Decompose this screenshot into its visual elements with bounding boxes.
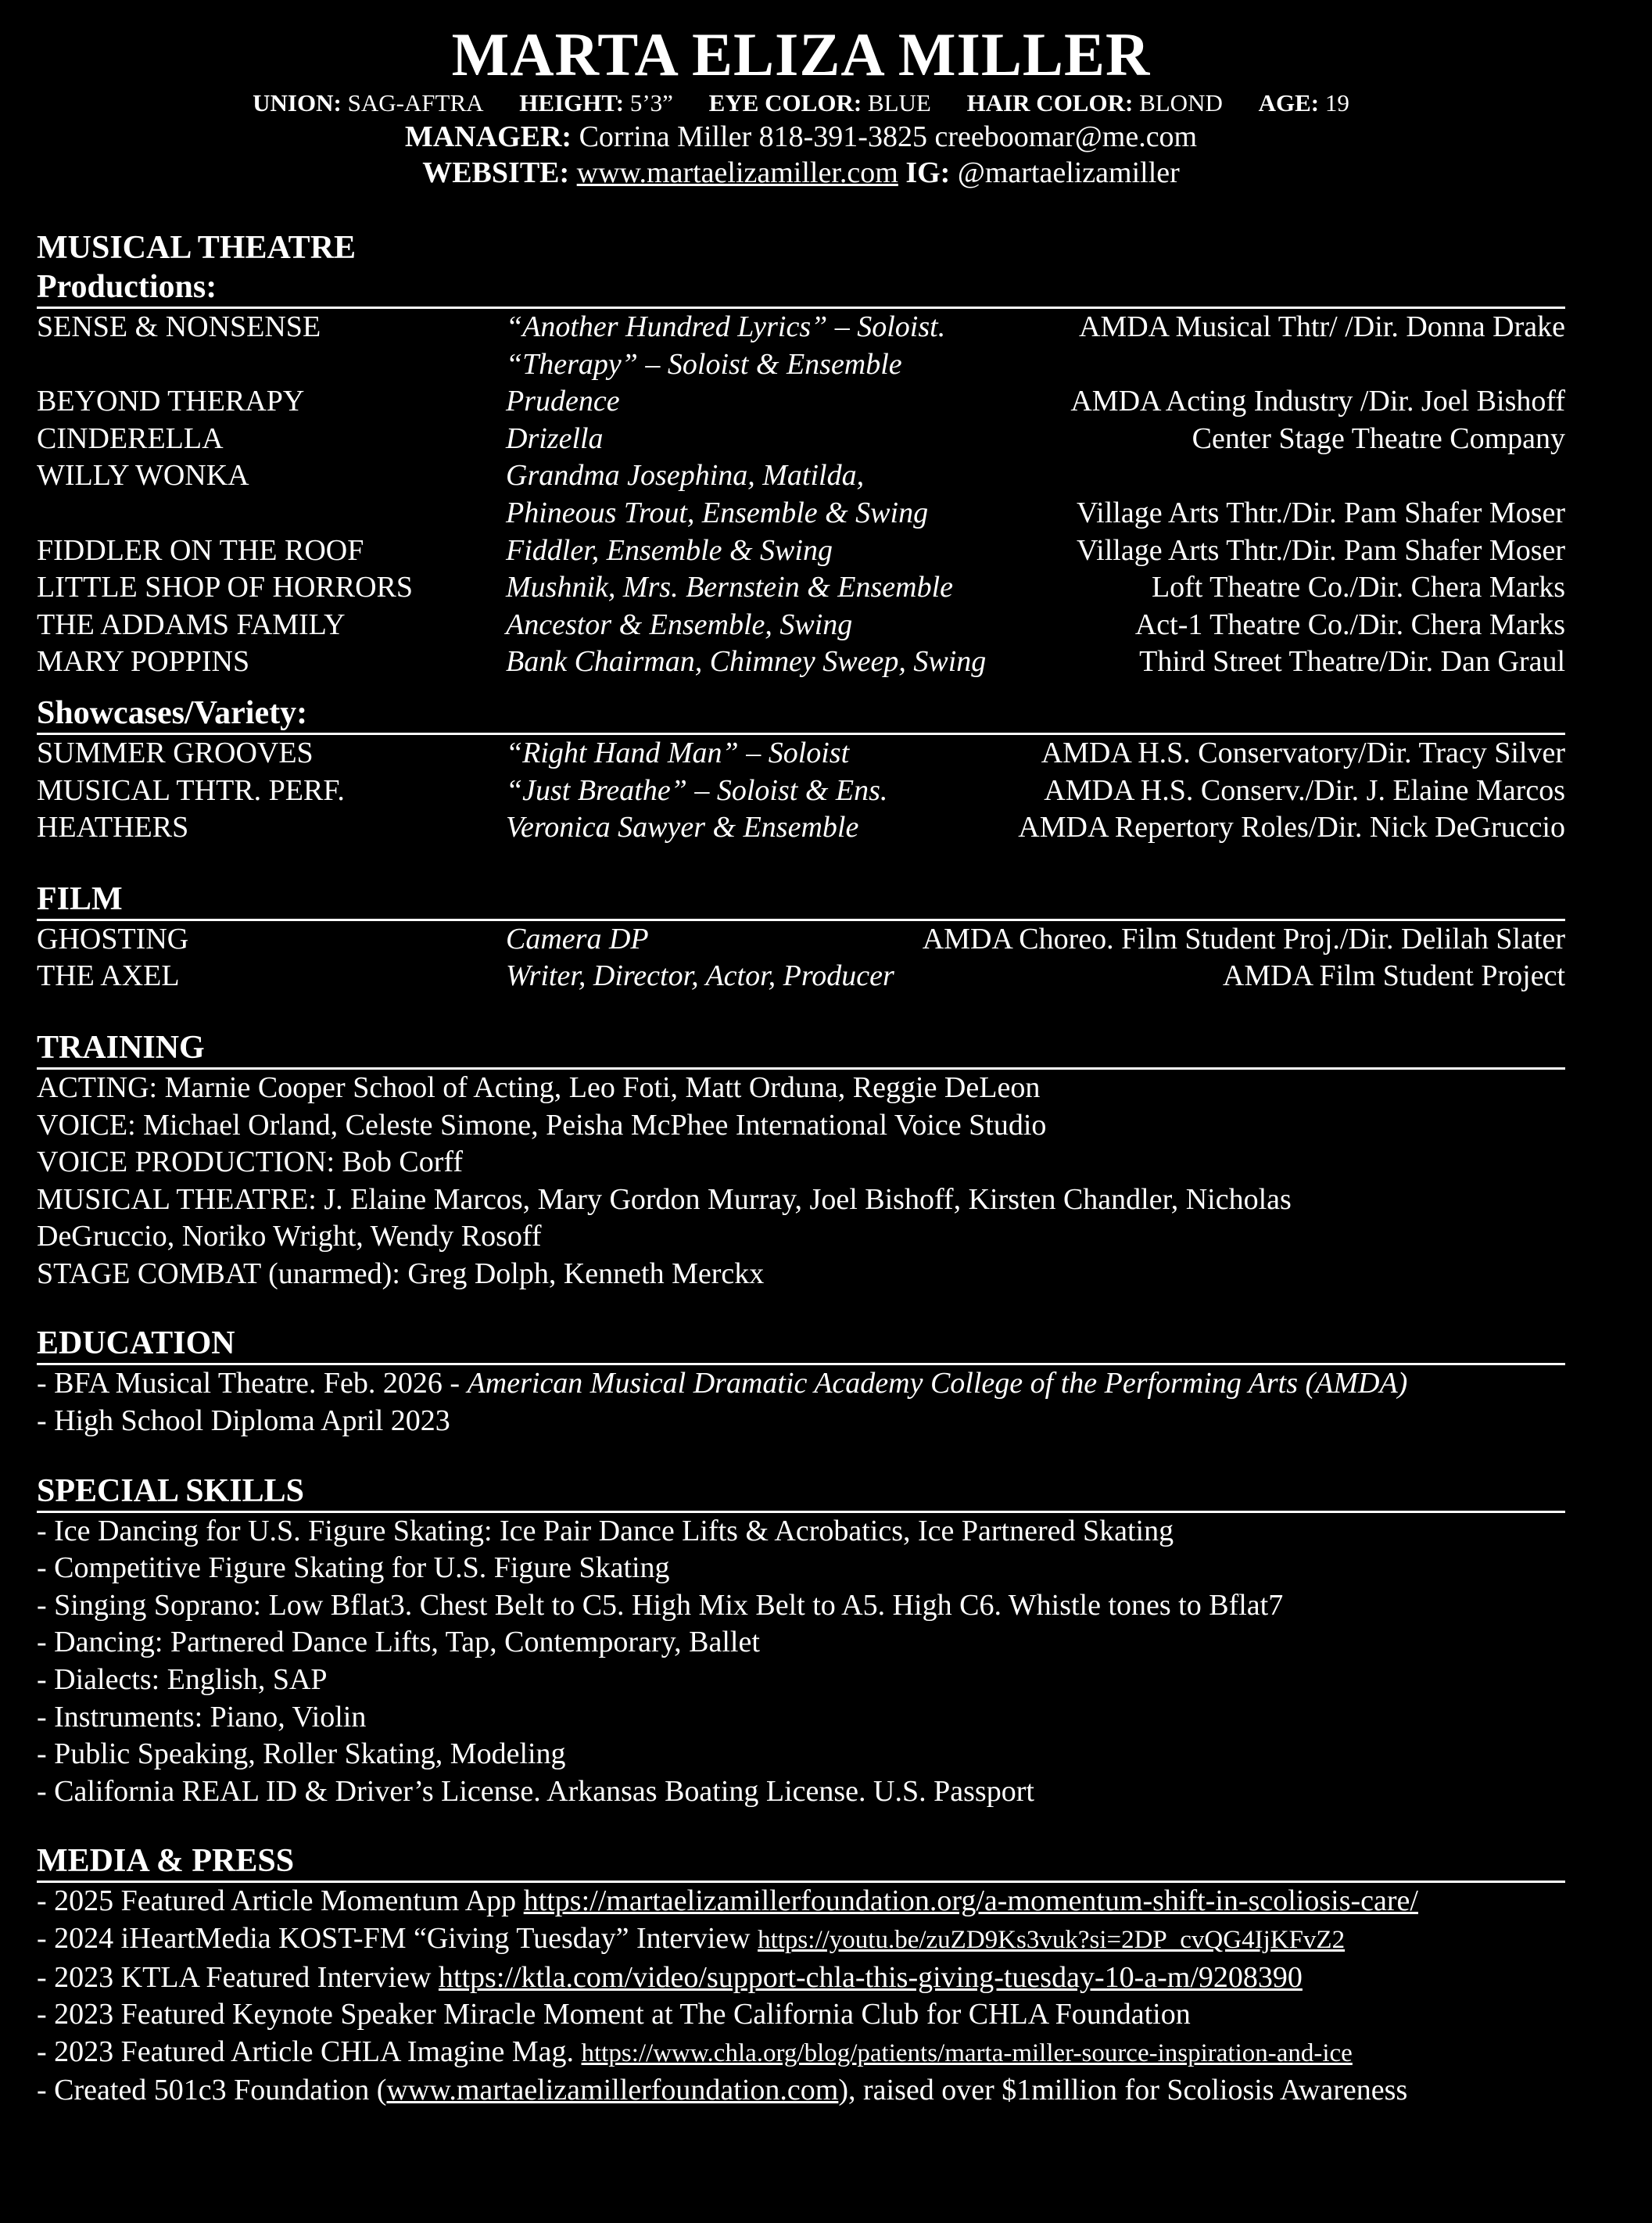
company: Village Arts Thtr./Dir. Pam Shafer Moser (1077, 533, 1565, 567)
table-row (37, 383, 1565, 421)
show-title (37, 346, 506, 384)
list-item: - Ice Dancing for U.S. Figure Skating: Ice Pair Dance Lifts & Acrobatics, Ice Partnered Skating (37, 1514, 1174, 1547)
table-row (37, 644, 1565, 681)
school-name: American Musical Dramatic Academy College of the Performing Arts (AMDA) (467, 1367, 1408, 1400)
productions-heading: Productions: (37, 267, 1565, 309)
company: Village Arts Thtr./Dir. Pam Shafer Moser (1077, 496, 1565, 529)
media-text: - 2025 Featured Article Momentum App (37, 1884, 524, 1918)
table-row (37, 773, 1565, 810)
show-title: WILLY WONKA (37, 459, 249, 493)
company: AMDA Musical Thtr/ /Dir. Donna Drake (1079, 310, 1565, 343)
list-item: VOICE PRODUCTION: Bob Corff (37, 1146, 464, 1179)
table-row (37, 569, 1565, 607)
company: Act-1 Theatre Co./Dir. Chera Marks (1134, 608, 1565, 641)
media-text: ), raised over $1million for Scoliosis Awareness (838, 2074, 1408, 2107)
manager-value: Corrina Miller 818-391-3825 creeboomar@me.com (579, 120, 1198, 153)
table-row (37, 495, 1565, 532)
company: Center Stage Theatre Company (1192, 421, 1565, 455)
list-item (37, 1365, 1565, 1403)
skills-list (37, 1513, 1565, 1811)
role: Bank Chairman, Chimney Sweep, Swing (506, 645, 987, 679)
list-item: STAGE COMBAT (unarmed): Greg Dolph, Kenneth Merckx (37, 1257, 765, 1290)
hair-color-label: HAIR COLOR: (966, 89, 1134, 117)
chla-article-link[interactable]: https://www.chla.org/blog/patients/marta-miller-source-inspiration-and-ice (581, 2038, 1353, 2067)
company: AMDA Repertory Roles/Dir. Nick DeGruccio (1018, 811, 1565, 844)
resume-page (37, 0, 1565, 2110)
list-item: VOICE: Michael Orland, Celeste Simone, Peisha McPhee International Voice Studio (37, 1108, 1047, 1142)
list-item: - Dialects: English, SAP (37, 1663, 328, 1697)
role: Ancestor & Ensemble, Swing (506, 608, 853, 641)
role: Prudence (506, 385, 620, 418)
company: AMDA Film Student Project (1222, 959, 1565, 993)
company: Third Street Theatre/Dir. Dan Graul (1139, 645, 1565, 679)
list-item: - High School Diploma April 2023 (37, 1404, 450, 1438)
list-item: - Singing Soprano: Low Bflat3. Chest Belt to C5. High Mix Belt to A5. High C6. Whistle tones to Bflat7 (37, 1588, 1284, 1622)
list-item (37, 1920, 1565, 1959)
list-item: MUSICAL THEATRE: J. Elaine Marcos, Mary Gordon Murray, Joel Bishoff, Kirsten Chandler, Nicholas (37, 1182, 1292, 1216)
company: AMDA Acting Industry /Dir. Joel Bishoff (1070, 385, 1565, 418)
table-row (37, 735, 1565, 773)
table-row (37, 421, 1565, 458)
list-item: - Public Speaking, Roller Skating, Modeling (37, 1737, 566, 1771)
show-title: SUMMER GROOVES (37, 736, 314, 769)
show-title: FIDDLER ON THE ROOF (37, 533, 364, 567)
role: Mushnik, Mrs. Bernstein & Ensemble (506, 571, 954, 604)
show-title: CINDERELLA (37, 421, 224, 455)
film-table (37, 921, 1565, 995)
list-item (37, 2072, 1565, 2110)
list-item (37, 1883, 1565, 1920)
special-skills-heading: SPECIAL SKILLS (37, 1472, 1565, 1513)
table-row (37, 921, 1565, 959)
role: Phineous Trout, Ensemble & Swing (506, 496, 929, 529)
role: “Another Hundred Lyrics” – Soloist. (506, 310, 946, 343)
company (1028, 457, 1565, 495)
show-title: MUSICAL THTR. PERF. (37, 773, 345, 807)
role: “Therapy” – Soloist & Ensemble (506, 347, 902, 381)
media-press-heading: MEDIA & PRESS (37, 1841, 1565, 1883)
website-label: WEBSITE: (422, 156, 570, 189)
media-text: - 2023 Featured Article CHLA Imagine Mag. (37, 2035, 582, 2068)
show-title: MARY POPPINS (37, 645, 250, 679)
education-heading: EDUCATION (37, 1324, 1565, 1365)
degree-text: - BFA Musical Theatre. Feb. 2026 - (37, 1367, 468, 1400)
role: Drizella (506, 421, 604, 455)
table-row (37, 309, 1565, 346)
training-heading: TRAINING (37, 1028, 1565, 1070)
table-row (37, 958, 1565, 995)
table-row (37, 532, 1565, 570)
role: Fiddler, Ensemble & Swing (506, 533, 833, 567)
film-title: GHOSTING (37, 922, 189, 956)
list-item (37, 2034, 1565, 2073)
role: Camera DP (506, 922, 649, 956)
hair-color-value: BLOND (1139, 89, 1223, 117)
company: Loft Theatre Co./Dir. Chera Marks (1151, 571, 1565, 604)
media-list (37, 1883, 1565, 2110)
showcases-heading: Showcases/Variety: (37, 694, 1565, 735)
website-line (37, 155, 1565, 191)
table-row (37, 457, 1565, 495)
role: Grandma Josephina, Matilda, (506, 459, 865, 493)
training-list (37, 1070, 1565, 1293)
eye-color-value: BLUE (867, 89, 931, 117)
stats-line (37, 88, 1565, 119)
table-row (37, 607, 1565, 644)
list-item: - Instruments: Piano, Violin (37, 1700, 367, 1734)
ktla-video-link[interactable]: https://ktla.com/video/support-chla-this-giving-tuesday-10-a-m/9208390 (438, 1960, 1303, 1994)
website-link[interactable]: www.martaelizamiller.com (576, 156, 898, 189)
ig-handle: @martaelizamiller (957, 156, 1180, 189)
list-item: - Dancing: Partnered Dance Lifts, Tap, Contemporary, Ballet (37, 1626, 760, 1659)
height-value: 5’3” (629, 89, 673, 117)
table-row (37, 346, 1565, 384)
list-item: - 2023 Featured Keynote Speaker Miracle Moment at The California Club for CHLA Foundation (37, 1998, 1191, 2031)
manager-label: MANAGER: (404, 120, 572, 153)
union-label: UNION: (253, 89, 342, 117)
film-title: THE AXEL (37, 959, 180, 993)
role: Writer, Director, Actor, Producer (506, 959, 894, 993)
show-title: LITTLE SHOP OF HORRORS (37, 571, 414, 604)
company: AMDA H.S. Conservatory/Dir. Tracy Silver (1041, 736, 1565, 769)
company: AMDA H.S. Conserv./Dir. J. Elaine Marcos (1044, 773, 1565, 807)
table-row (37, 809, 1565, 847)
show-title: SENSE & NONSENSE (37, 310, 321, 343)
list-item: ACTING: Marnie Cooper School of Acting, Leo Foti, Matt Orduna, Reggie DeLeon (37, 1070, 1041, 1104)
film-heading: FILM (37, 880, 1565, 921)
manager-line (37, 119, 1565, 155)
education-list (37, 1365, 1565, 1440)
list-item: - Competitive Figure Skating for U.S. Figure Skating (37, 1551, 670, 1585)
eye-color-label: EYE COLOR: (708, 89, 862, 117)
show-title: BEYOND THERAPY (37, 385, 305, 418)
company: AMDA Choreo. Film Student Proj./Dir. Delilah Slater (922, 922, 1565, 956)
youtube-interview-link[interactable]: https://youtu.be/zuZD9Ks3vuk?si=2DP_cvQG4IjKFvZ2 (758, 1926, 1346, 1954)
show-title: THE ADDAMS FAMILY (37, 608, 346, 641)
role: “Right Hand Man” – Soloist (506, 736, 850, 769)
role: “Just Breathe” – Soloist & Ens. (506, 773, 888, 807)
list-item: DeGruccio, Noriko Wright, Wendy Rosoff (37, 1220, 542, 1253)
ig-label: IG: (905, 156, 951, 189)
role: Veronica Sawyer & Ensemble (506, 811, 859, 844)
height-label: HEIGHT: (519, 89, 625, 117)
show-title (37, 495, 506, 532)
age-label: AGE: (1258, 89, 1320, 117)
actor-name: MARTA ELIZA MILLER (451, 20, 1151, 88)
foundation-website-link[interactable]: www.martaelizamillerfoundation.com (386, 2074, 839, 2107)
list-item (37, 1959, 1565, 1997)
productions-table (37, 309, 1565, 681)
company (1028, 346, 1565, 384)
list-item: - California REAL ID & Driver’s License. Arkansas Boating License. U.S. Passport (37, 1774, 1034, 1808)
show-title: HEATHERS (37, 811, 189, 844)
media-text: - Created 501c3 Foundation ( (37, 2074, 387, 2107)
momentum-article-link[interactable]: https://martaelizamillerfoundation.org/a-momentum-shift-in-scoliosis-care/ (523, 1884, 1418, 1918)
union-value: SAG-AFTRA (347, 89, 484, 117)
media-text: - 2024 iHeartMedia KOST-FM “Giving Tuesday” Interview (37, 1922, 758, 1955)
showcases-table (37, 735, 1565, 847)
media-text: - 2023 KTLA Featured Interview (37, 1960, 439, 1994)
musical-theatre-heading: MUSICAL THEATRE (37, 230, 357, 266)
age-value: 19 (1324, 89, 1349, 117)
